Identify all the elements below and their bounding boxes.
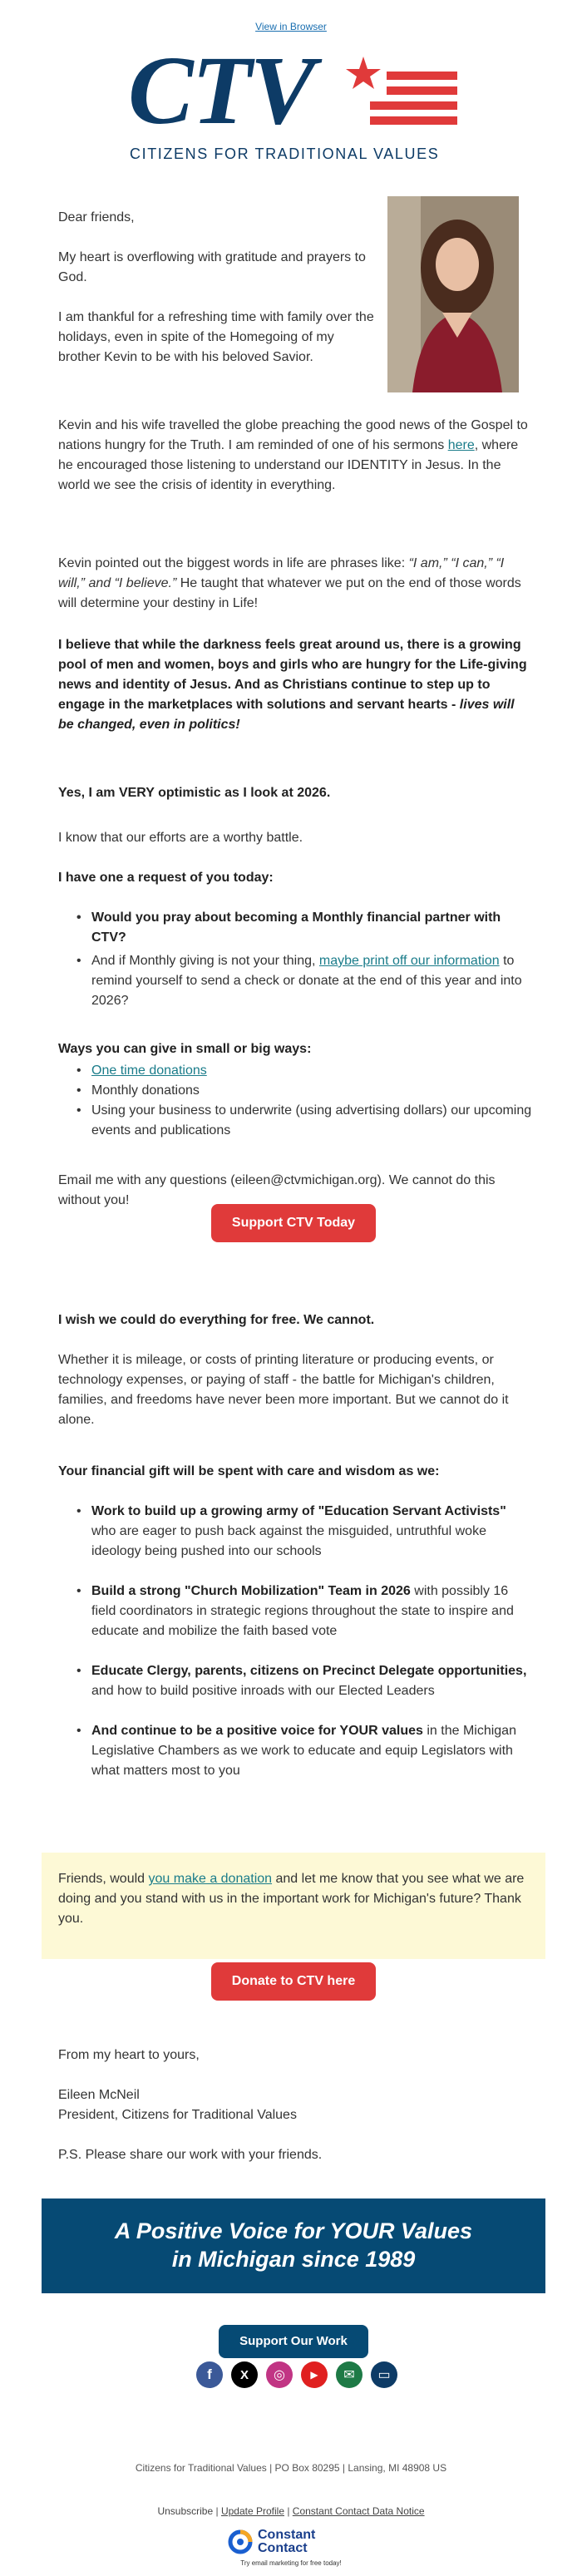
paragraph-kevin: Kevin and his wife travelled the globe preaching the good news of the Gospel to nations hungry for the Truth. I am reminded of one of his sermons here, where he encouraged those listening to understand our IDENTITY in Jesus. In the world we see the crisis of identity in everything. [58,418,528,492]
paragraph-believe: I believe that while the darkness feels great around us, there is a growing pool of men and women, boys and girls who are hungry for the Life-giving news and identity of Jesus. And as Christians continue to step up to engage in the marketplaces with solutions and servant hearts - lives will be changed, even in politics! [58,638,527,732]
list-item: • Using your business to underwrite (using advertising dollars) our upcoming events and publications [73,1101,532,1141]
facebook-icon[interactable]: f [196,2361,223,2388]
closing-line: From my heart to yours, [58,2048,200,2062]
cc-wordmark-1: Constant [258,2528,316,2542]
logo-mark: CTV [128,36,314,145]
one-time-donations-link[interactable]: One time donations [91,1063,207,1078]
ways-list [73,1061,532,1141]
list-item: • Would you pray about becoming a Monthly financial partner with CTV? [73,908,532,948]
list-item: • Monthly donations [73,1081,532,1101]
request-title: I have one a request of you today: [58,871,274,885]
paragraph-gratitude: My heart is overflowing with gratitude and prayers to God. [58,250,366,284]
portrait-figure-icon [387,196,519,392]
view-in-browser-link[interactable]: View in Browser [255,21,327,32]
banner-line-1: A Positive Voice for YOUR Values [114,2218,473,2243]
worthy-battle-line: I know that our efforts are a worthy battle. [58,831,303,845]
values-banner [42,2198,545,2293]
list-item: • Educate Clergy, parents, citizens on Precinct Delegate opportunities, and how to build positive inroads with our Elected Leaders [73,1661,532,1701]
optimistic-line: Yes, I am VERY optimistic as I look at 2026. [58,786,331,800]
footer-address: Citizens for Traditional Values | PO Box 80295 | Lansing, MI 48908 US [135,2462,447,2474]
ctv-logo [125,36,466,176]
paragraph-words: Kevin pointed out the biggest words in life are phrases like: “I am,” “I can,” “I will,” and “I believe.” He taught that whatever we put on the end of those words will determine your destiny in Life! [58,556,521,610]
cc-tagline: Try email marketing for free today! [240,2559,342,2567]
author-portrait [387,196,519,392]
donation-callout [42,1853,545,1959]
banner-line-2: in Michigan since 1989 [171,2247,416,2272]
list-item: • Work to build up a growing army of "Education Servant Activists" who are eager to push back against the misguided, untruthful woke ideology being pushed into our schools [73,1502,532,1562]
list-item: • And continue to be a positive voice for YOUR values in the Michigan Legislative Chambers as we work to educate and equip Legislators with what matters most to you [73,1721,532,1781]
callout-text: Friends, would you make a donation and let me know that you see what we are doing and you stand with us in the important work for Michigan's future? Thank you. [58,1872,525,1926]
email-line: Email me with any questions (eileen@ctvmichigan.org). We cannot do this without you! [58,1173,496,1207]
paragraph-holidays: I am thankful for a refreshing time with family over the holidays, even in spite of the Homegoing of my brother Kevin to be with his beloved Savior. [58,310,374,364]
update-profile-link[interactable]: Update Profile [220,2505,284,2517]
donate-ctv-button[interactable]: Donate to CTV here [211,1962,376,2001]
make-donation-link[interactable]: you make a donation [148,1872,273,1886]
constant-contact-logo-icon [228,2529,253,2554]
postscript: P.S. Please share our work with your friends. [58,2148,323,2162]
footer-links: Unsubscribe | Update Profile | Constant Contact Data Notice [157,2505,425,2517]
signer-name: Eileen McNeil [58,2088,140,2102]
unsubscribe-link[interactable]: Unsubscribe [157,2505,214,2517]
x-icon[interactable]: X [231,2361,258,2388]
print-info-link[interactable]: maybe print off our information [318,954,500,968]
support-our-work-button[interactable]: Support Our Work [219,2325,368,2358]
list-item: • Build a strong "Church Mobilization" Team in 2026 with possibly 16 field coordinators in strategic regions throughout the state to inspire and educate and mobilize the faith based vote [73,1582,532,1641]
sermon-link[interactable]: here [447,438,475,452]
paragraph-costs: Whether it is mileage, or costs of printing literature or producing events, or technology expenses, or paying of staff - the battle for Michigan's children, families, and freedoms have never been more important. But we cannot do it alone. [58,1353,509,1427]
youtube-icon[interactable]: ▶ [301,2361,328,2388]
data-notice-link[interactable]: Constant Contact Data Notice [292,2505,425,2517]
greeting: Dear friends, [58,210,135,225]
instagram-icon[interactable]: ◎ [266,2361,293,2388]
list-item: • And if Monthly giving is not your thing, maybe print off our information to remind yourself to send a check or donate at the end of this year and into 2026? [73,951,532,1011]
ways-title: Ways you can give in small or big ways: [58,1042,312,1056]
section-title-free: I wish we could do everything for free. We cannot. [58,1313,375,1327]
website-icon[interactable]: ▭ [371,2361,397,2388]
logo-tagline: CITIZENS FOR TRADITIONAL VALUES [130,146,440,162]
flag-stripes-icon [345,57,461,131]
gift-title: Your financial gift will be spent with care and wisdom as we: [58,1464,440,1478]
request-list [73,908,532,1011]
gift-list [73,1502,532,1781]
constant-contact-badge[interactable] [224,2528,358,2573]
cc-wordmark-2: Contact [258,2541,308,2555]
signer-role: President, Citizens for Traditional Values [58,2108,297,2122]
support-ctv-button[interactable]: Support CTV Today [211,1204,376,1242]
list-item [73,1061,532,1081]
email-icon[interactable]: ✉ [336,2361,363,2388]
